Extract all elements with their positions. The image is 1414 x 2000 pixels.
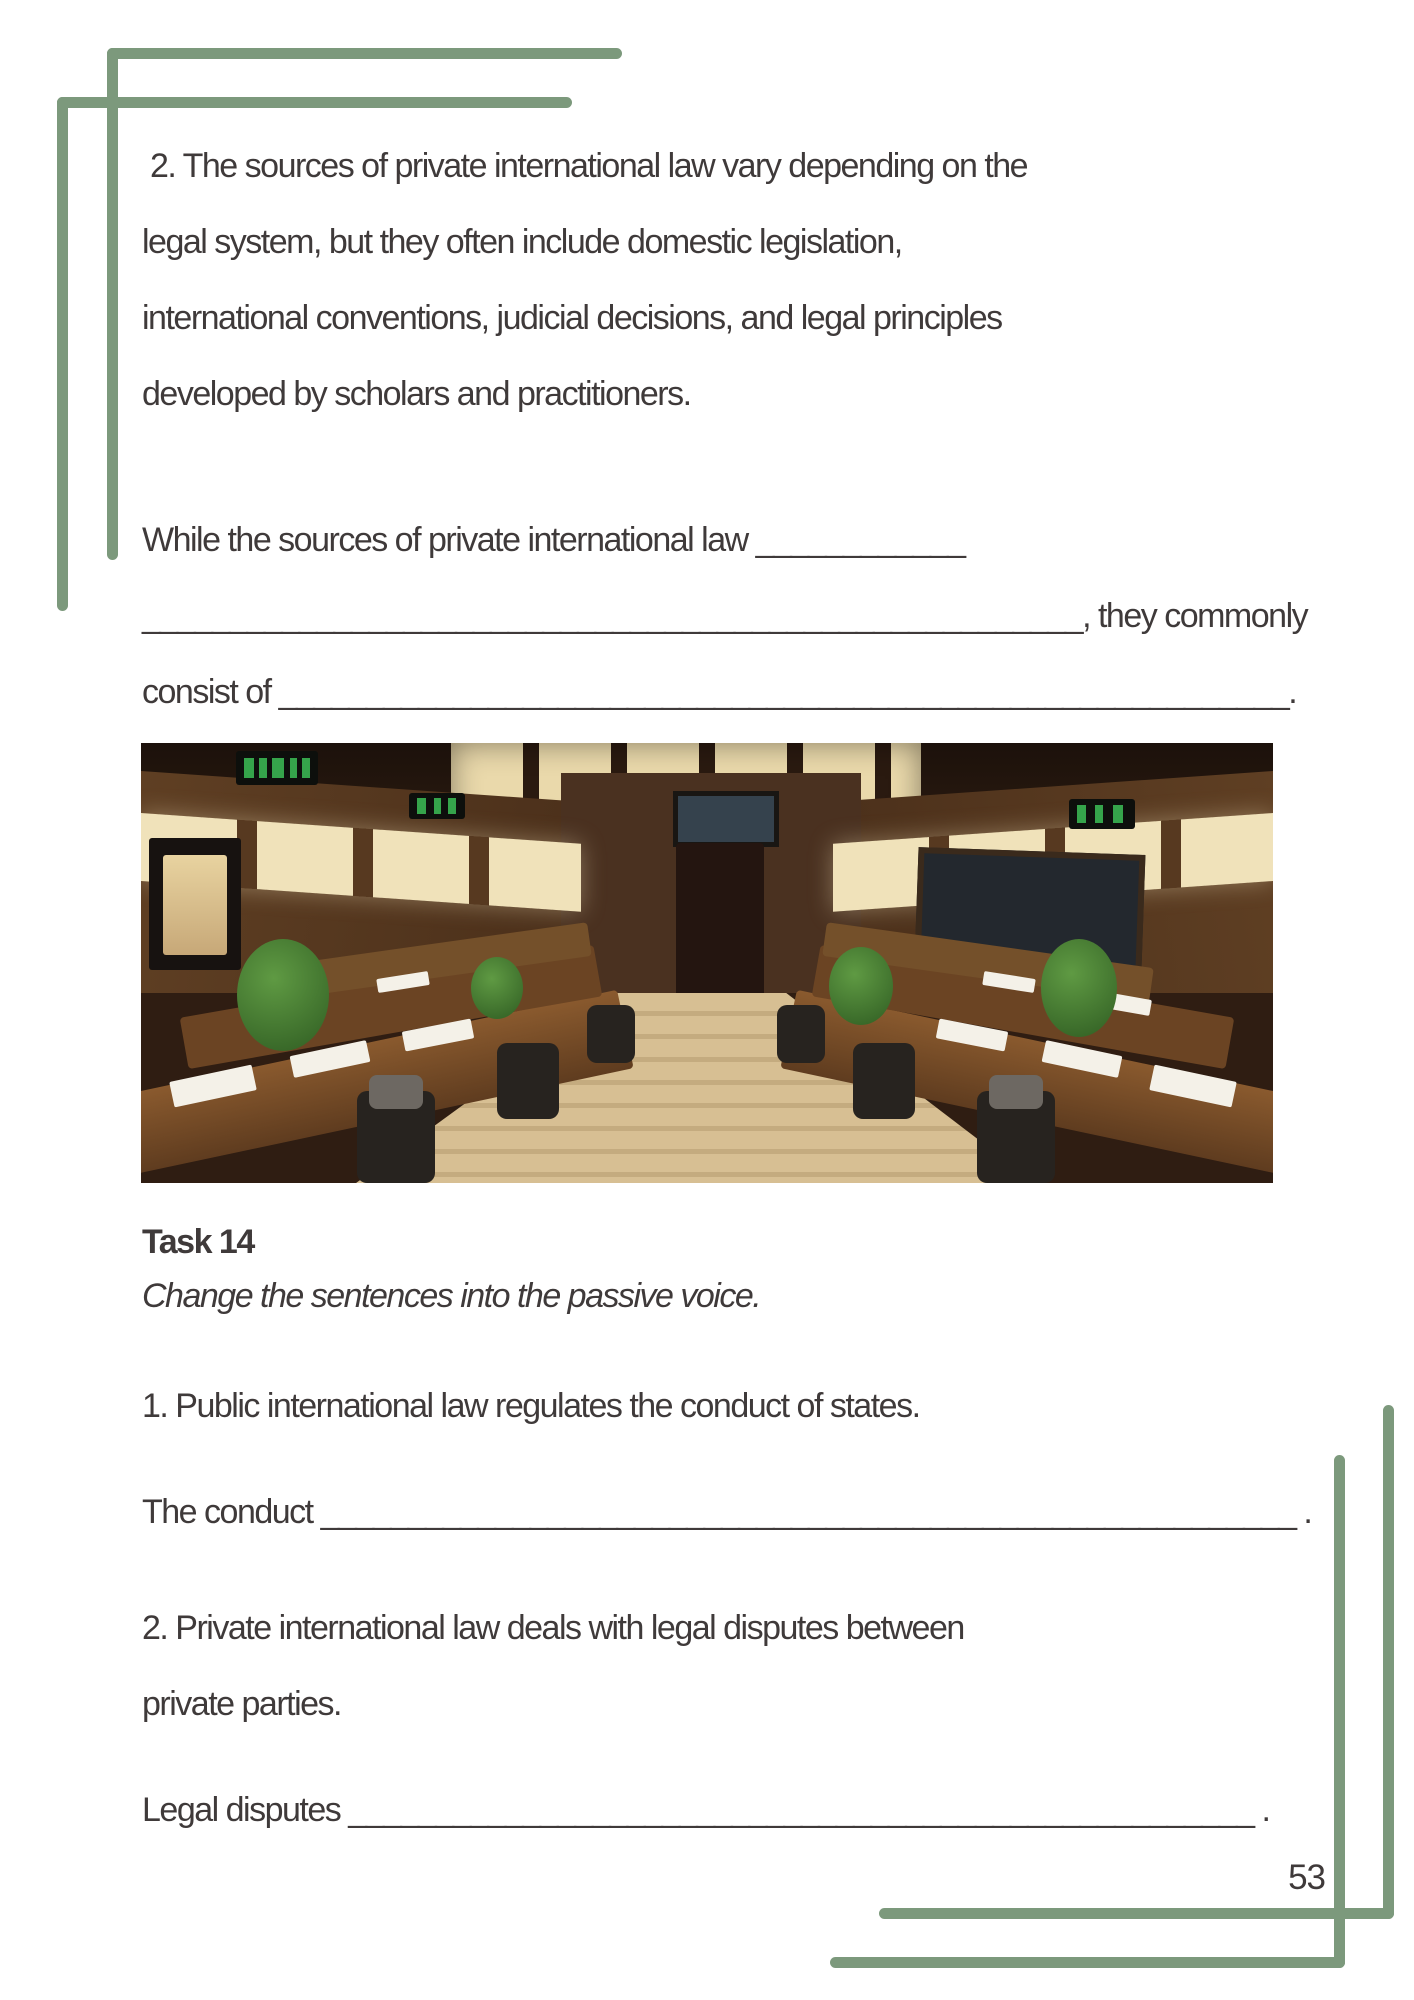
frame-bottom-right-outer-horizontal [879, 1908, 1394, 1919]
photo-chair-back [989, 1075, 1043, 1109]
frame-top-left-inner-vertical [107, 48, 118, 560]
task-item-2-answer-blank: Legal disputes ____________________________________________________ . [142, 1791, 1270, 1829]
photo-tree-left [237, 939, 329, 1051]
paragraph-line-4: developed by scholars and practitioners. [142, 375, 691, 413]
gapfill-line-1: While the sources of private international law ____________ [142, 521, 965, 559]
photo-bush-right-small [829, 947, 893, 1025]
frame-bottom-right-inner-vertical [1334, 1455, 1345, 1968]
frame-top-left-outer-vertical [57, 97, 68, 611]
photo-green-led-sign-right [1069, 799, 1135, 829]
task-item-1-sentence: 1. Public international law regulates the conduct of states. [142, 1387, 920, 1425]
frame-top-left-inner-horizontal [107, 48, 622, 59]
frame-bottom-right-outer-vertical [1383, 1405, 1394, 1919]
photo-chair [497, 1043, 559, 1119]
task-item-2-sentence-line-2: private parties. [142, 1685, 341, 1723]
gapfill-line-3: consist of __________________________________________________________. [142, 673, 1297, 711]
photo-chair [777, 1005, 825, 1063]
task-item-2-sentence-line-1: 2. Private international law deals with legal disputes between [142, 1609, 964, 1647]
frame-bottom-right-inner-horizontal [830, 1957, 1345, 1968]
photo-back-screen [673, 791, 779, 847]
photo-left-monitor-image [163, 855, 227, 955]
photo-chair [587, 1005, 635, 1063]
photo-tree-right [1041, 939, 1117, 1037]
paragraph-line-3: international conventions, judicial decisions, and legal principles [142, 299, 1002, 337]
courtroom-photo [141, 743, 1273, 1183]
photo-green-led-sign-left [236, 751, 318, 785]
photo-green-led-sign-left-2 [409, 793, 465, 819]
photo-door [676, 843, 764, 1013]
paragraph-line-2: legal system, but they often include domestic legislation, [142, 223, 902, 261]
gapfill-line-2: ______________________________________________________, they commonly [142, 597, 1308, 635]
photo-chair-back [369, 1075, 423, 1109]
photo-bush-left-small [471, 957, 523, 1019]
paragraph-line-1: 2. The sources of private international law vary depending on the [142, 147, 1028, 185]
photo-chair [853, 1043, 915, 1119]
task-title: Task 14 [142, 1223, 254, 1261]
frame-top-left-outer-horizontal [57, 97, 572, 108]
task-instruction: Change the sentences into the passive voice. [142, 1277, 761, 1315]
page-number: 53 [1288, 1858, 1325, 1897]
task-item-1-answer-blank: The conduct ________________________________________________________ . [142, 1493, 1312, 1531]
